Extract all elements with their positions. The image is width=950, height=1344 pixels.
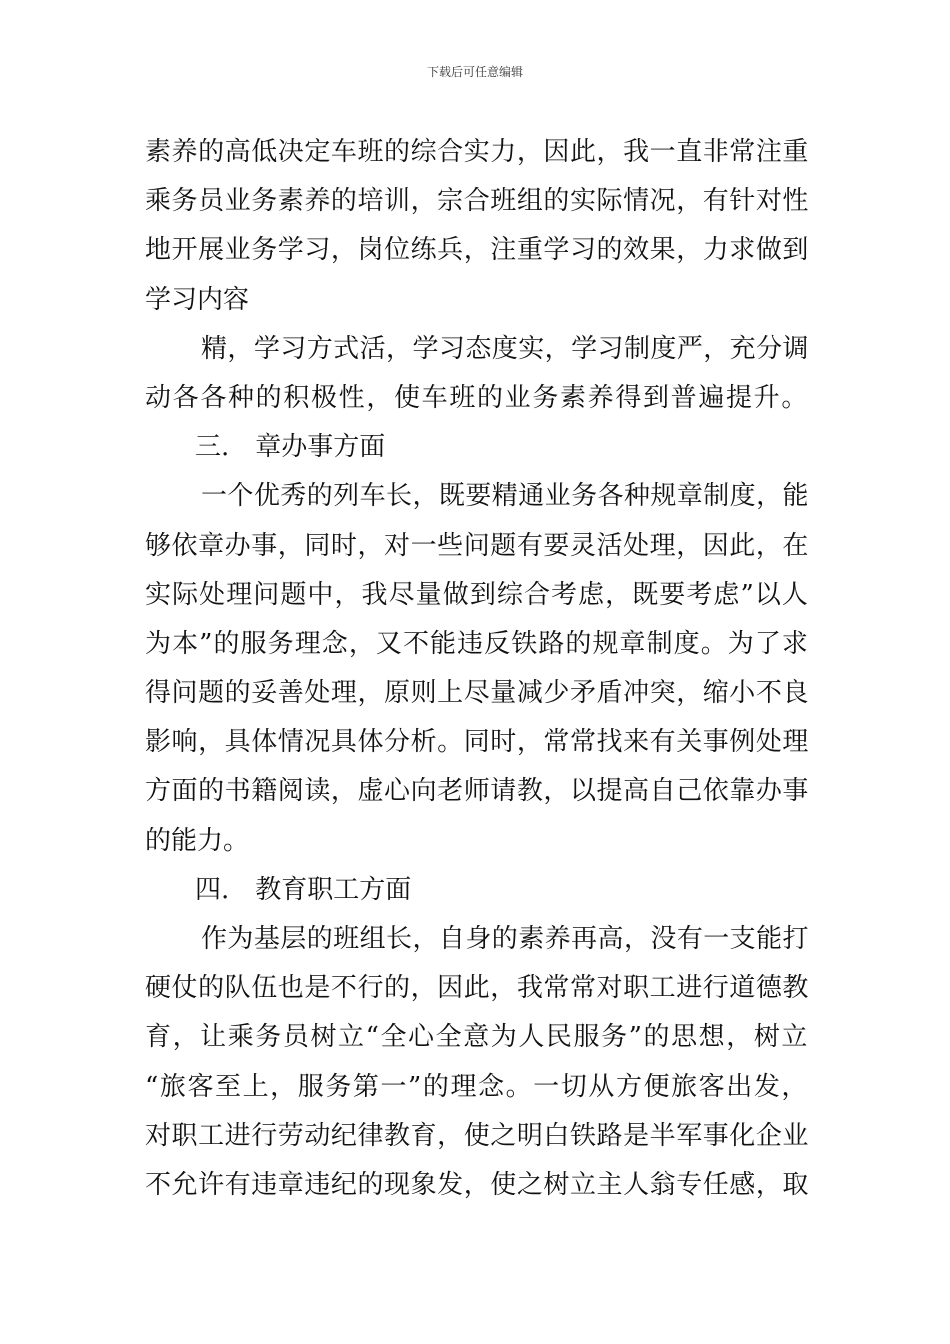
text-line: 为本”的服务理念，又不能违反铁路的规章制度。为了求 [145,628,809,659]
text-line: 实际处理问题中，我尽量做到综合考虑，既要考虑”以人 [145,579,809,610]
text-line: 够依章办事，同时，对一些问题有要灵活处理，因此，在 [145,530,809,561]
text-line: 育，让乘务员树立“全心全意为人民服务”的思想，树立 [145,1022,809,1053]
text-line: 动各各种的积极性，使车班的业务素养得到普遍提升。 [145,382,809,413]
text-line: 作为基层的班组长，自身的素养再高，没有一支能打 [201,924,809,954]
document-body [145,128,809,1210]
text-line: 素养的高低决定车班的综合实力，因此，我一直非常注重 [145,137,809,167]
text-line: 得问题的妥善处理，原则上尽量减少矛盾冲突，缩小不良 [145,678,809,709]
page-header-note: 下载后可任意编辑 [426,65,523,79]
text-line: 乘务员业务素养的培训，宗合班组的实际情况，有针对性 [145,186,809,217]
text-line: 学习内容 [145,284,250,315]
text-line: 一个优秀的列车长，既要精通业务各种规章制度，能 [201,481,809,512]
text-line: 地开展业务学习，岗位练兵，注重学习的效果，力求做到 [145,235,809,266]
text-line: 硬仗的队伍也是不行的，因此，我常常对职工进行道德教 [145,973,809,1004]
text-line: 影响，具体情况具体分析。同时，常常找来有关事例处理 [145,727,809,758]
text-line: 的能力。 [145,825,250,856]
text-line: 对职工进行劳动纪律教育，使之明白铁路是半军事化企业 [145,1120,809,1151]
text-line: 精，学习方式活，学习态度实，学习制度严，充分调 [201,333,809,364]
section-heading: 三. 章办事方面 [195,432,386,463]
section-heading: 四. 教育职工方面 [195,874,412,905]
text-line: “旅客至上，服务第一”的理念。一切从方便旅客出发， [145,1071,809,1102]
text-line: 不允许有违章违纪的现象发，使之树立主人翁专任感，取 [145,1169,809,1200]
text-line: 方面的书籍阅读，虚心向老师请教，以提高自己依靠办事 [145,776,809,807]
